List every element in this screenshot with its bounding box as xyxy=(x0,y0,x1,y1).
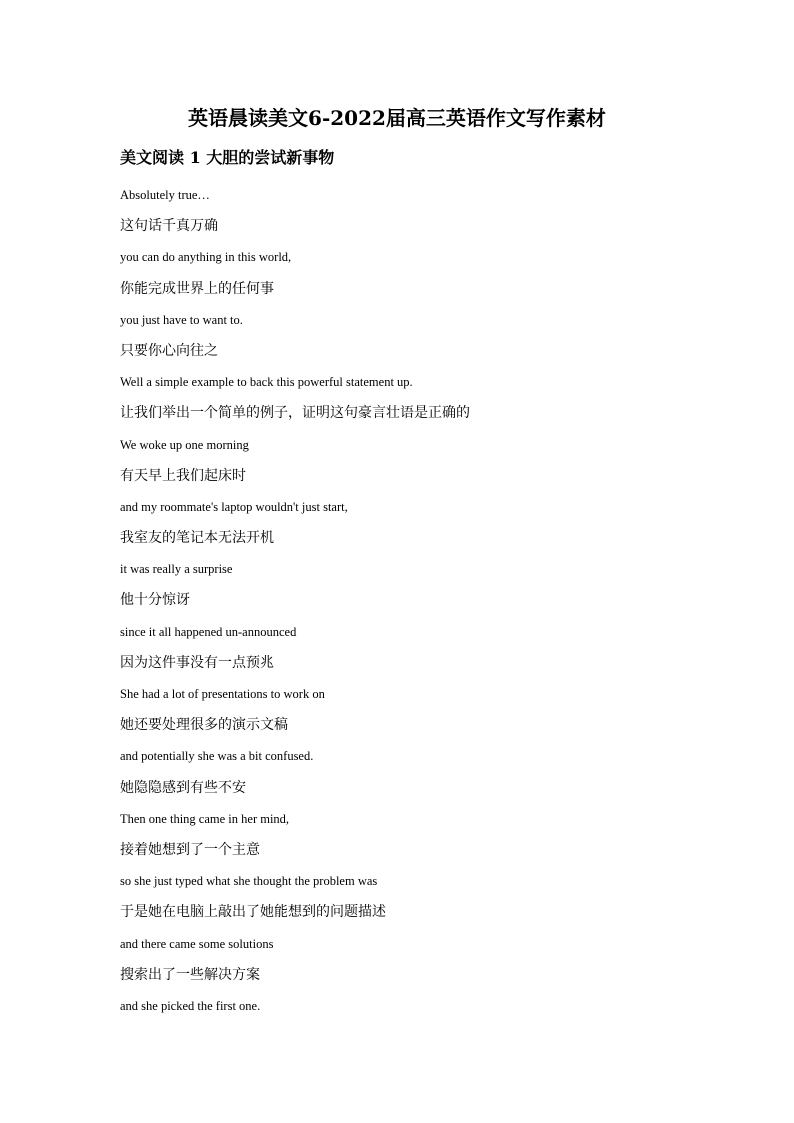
chinese-translation-line: 只要你心向往之 xyxy=(120,342,218,359)
english-text-line: it was really a surprise xyxy=(120,562,233,577)
chinese-translation-line: 我室友的笔记本无法开机 xyxy=(120,530,274,547)
english-text-line: you just have to want to. xyxy=(120,312,243,327)
english-text-line: since it all happened un-announced xyxy=(120,624,297,639)
chinese-translation-line: 他十分惊讶 xyxy=(120,592,190,609)
chinese-translation-line: 你能完成世界上的任何事 xyxy=(120,280,274,297)
english-text-line: Absolutely true… xyxy=(120,188,210,202)
english-text-line: and she picked the first one. xyxy=(120,998,261,1013)
document-title: 英语晨读美文6-2022届高三英语作文写作素材 xyxy=(188,106,606,130)
english-text-line: We woke up one morning xyxy=(120,437,249,452)
chinese-translation-line: 于是她在电脑上敲出了她能想到的问题描述 xyxy=(120,904,386,921)
english-text-line: so she just typed what she thought the problem was xyxy=(120,874,378,889)
chinese-translation-line: 这句话千真万确 xyxy=(120,218,218,235)
english-text-line: you can do anything in this world, xyxy=(120,250,292,265)
chinese-translation-line: 有天早上我们起床时 xyxy=(120,467,246,484)
chinese-translation-line: 因为这件事没有一点预兆 xyxy=(120,654,274,671)
english-text-line: and there came some solutions xyxy=(120,936,274,951)
english-text-line: and potentially she was a bit confused. xyxy=(120,749,314,764)
english-text-line: She had a lot of presentations to work on xyxy=(120,687,325,701)
english-text-line: Well a simple example to back this powerful statement up. xyxy=(120,375,413,390)
chinese-translation-line: 搜索出了一些解决方案 xyxy=(120,966,260,983)
chinese-translation-line: 让我们举出一个简单的例子，证明这句豪言壮语是正确的 xyxy=(120,405,470,422)
chinese-translation-line: 接着她想到了一个主意 xyxy=(120,841,260,858)
english-text-line: Then one thing came in her mind, xyxy=(120,811,290,826)
text-lines xyxy=(120,182,720,1024)
chinese-translation-line: 她隐隐感到有些不安 xyxy=(120,779,246,796)
english-text-line: and my roommate's laptop wouldn't just start, xyxy=(120,499,348,514)
chinese-translation-line: 她还要处理很多的演示文稿 xyxy=(120,717,288,734)
section-heading: 美文阅读 1 大胆的尝试新事物 xyxy=(120,148,335,167)
